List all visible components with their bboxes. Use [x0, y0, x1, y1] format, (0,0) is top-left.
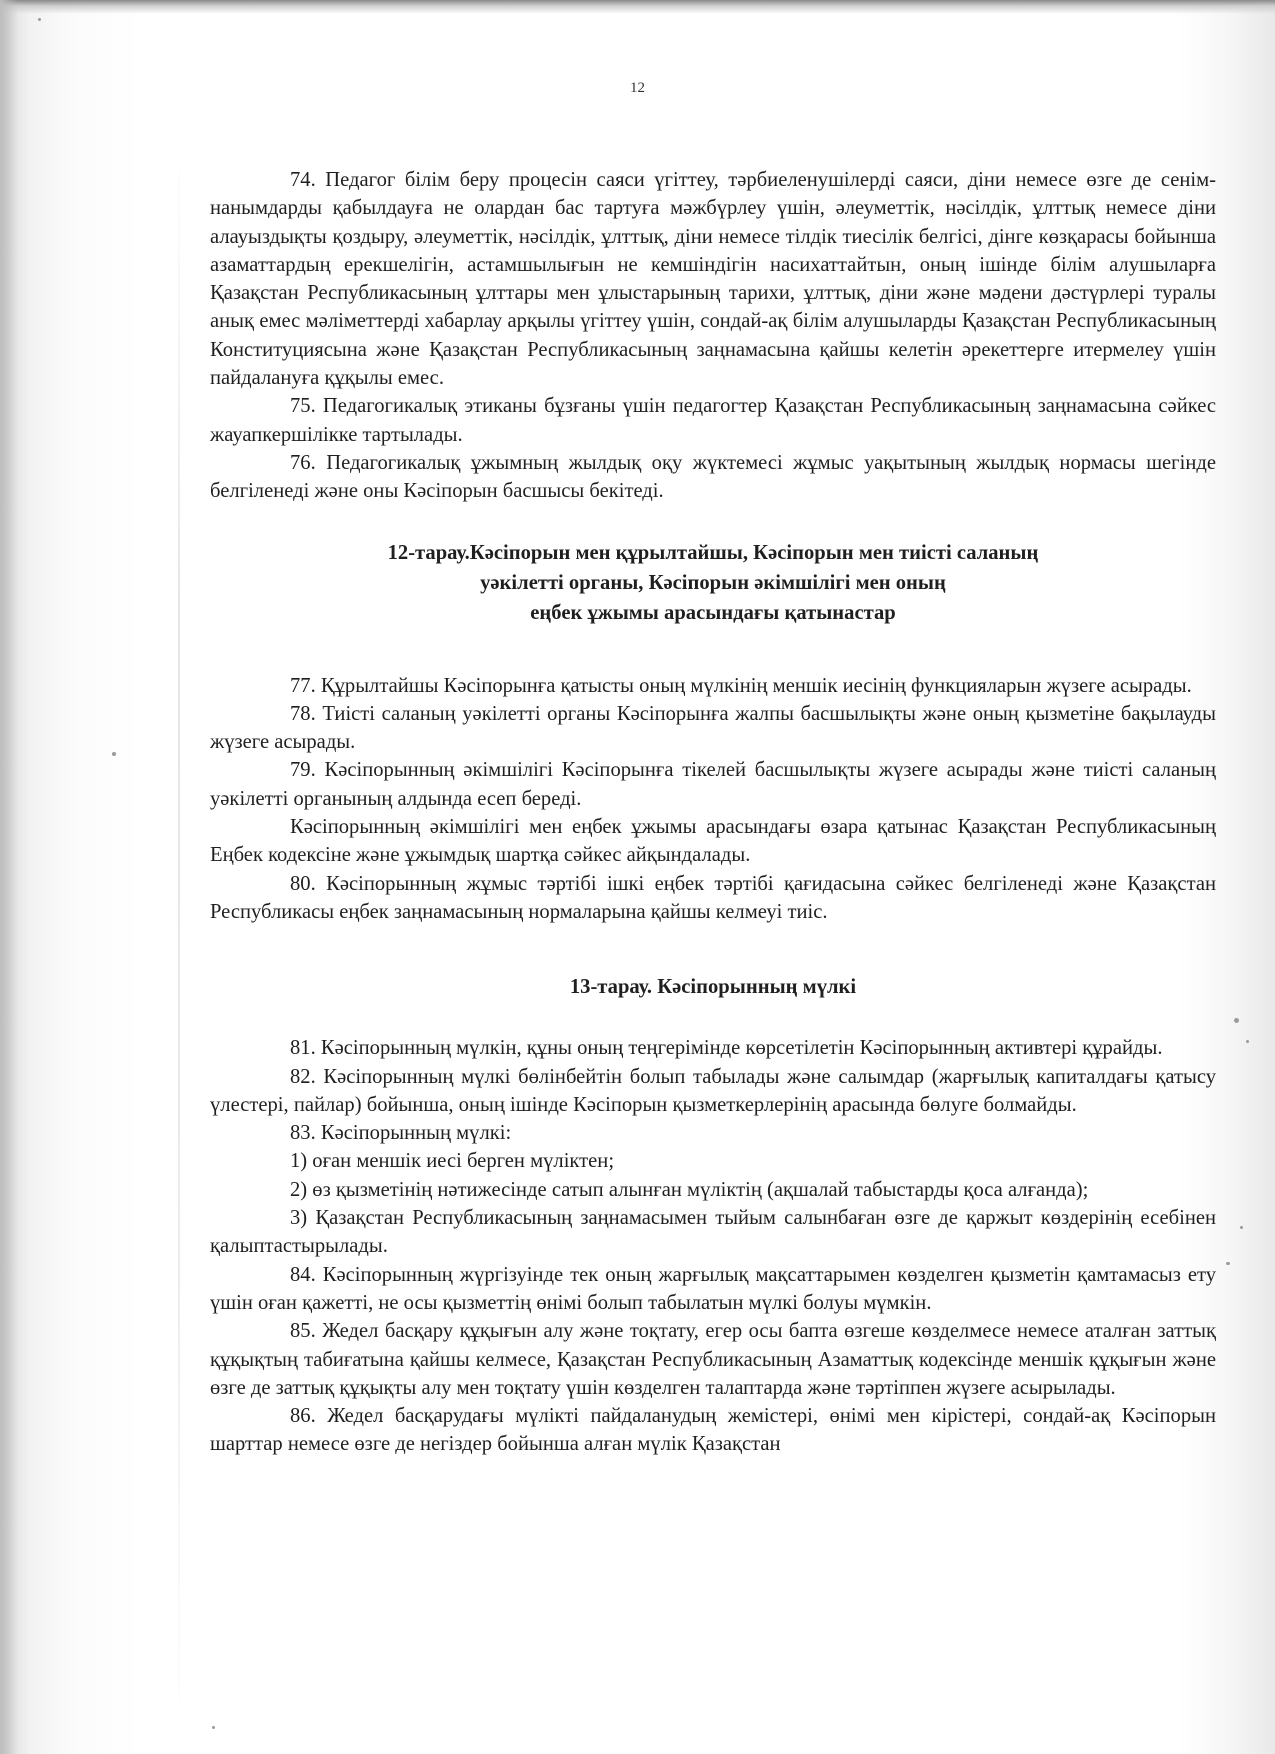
paragraph: 84. Кәсіпорынның жүргізуінде тек оның жарғылық мақсаттарымен көзделген қызметін қамтамасыз ету үшін оған қажетті, не осы қызметтің өнімі болып табылатын мүлкі болуы мүмкін.	[210, 1263, 1216, 1314]
paragraph: 2) өз қызметінің нәтижесінде сатып алынған мүліктің (ақшалай табыстарды қоса алғанда);	[290, 1178, 1089, 1201]
scan-speck	[1226, 1262, 1230, 1265]
paragraph: 74. Педагог білім беру процесін саяси үгіттеу, тәрбиеленушілерді саяси, діни немесе өзге де сенім-нанымдарды қабылдауға не олардан бас тартуға мәжбүрлеу үшін, әлеуметтік, нәсілдік, ұлттық немесе діни алауыздықты қоздыру, әлеуметтік, нәсілдік, ұлттық, діни немесе тілдік тиесілік белгісі, дінге көзқарасы бойынша азаматтардың ерекшелігін, астамшылығын не кемшіндігін насихаттайтын, оның ішінде білім алушыларға Қазақстан Республикасының ұлттары мен ұлыстарының тарихи, ұлттық, діни және мәдени дәстүрлері туралы анық емес мәліметтерді хабарлау арқылы үгіттеу үшін, сондай-ақ білім алушыларды Қазақстан Республикасының Конституциясына және Қазақстан Республикасының заңнамасына қайшы келетін әрекеттерге итермелеу үшін пайдалануға құқылы емес.	[210, 169, 1216, 390]
scan-speck	[1234, 1018, 1239, 1023]
scan-speck	[38, 18, 41, 21]
paragraph: 85. Жедел басқару құқығын алу және тоқтату, егер осы бапта өзгеше көзделмесе немесе аталған заттық құқықтың табиғатына қайшы келмесе, Қазақстан Республикасының Азаматтық кодексінде меншік құқығын және өзге де заттық құқықты алу мен тоқтату үшін көзделген талаптарда және тәртіппен жүзеге асырылады.	[210, 1320, 1216, 1399]
paragraph: 1) оған меншік иесі берген мүліктен;	[290, 1150, 615, 1173]
chapter-heading	[210, 538, 1216, 628]
scan-top-shadow	[0, 0, 1275, 14]
scan-speck	[112, 752, 116, 756]
chapter-heading-line: еңбек ұжымы арасындағы қатынастар	[530, 601, 896, 624]
paragraph: 75. Педагогикалық этиканы бұзғаны үшін педагогтер Қазақстан Республикасының заңнамасына сәйкес жауапкершілікке тартылады.	[210, 395, 1216, 446]
scan-speck	[1246, 1040, 1249, 1043]
paragraph: 3) Қазақстан Республикасының заңнамасымен тыйым салынбаған өзге де қаржыт көздерінің есебінен қалыптастырылады.	[210, 1207, 1216, 1258]
chapter-heading-line: уәкілетті органы, Кәсіпорын әкімшілігі мен оның	[480, 571, 946, 594]
page-number: 12	[630, 80, 645, 96]
paragraph: 82. Кәсіпорынның мүлкі бөлінбейтін болып табылады және салымдар (жарғылық капиталдағы қатысу үлестері, пайлар) бойынша, оның ішінде Кәсіпорын қызметкерлерінің арасында бөлуге болмайды.	[210, 1065, 1216, 1116]
paragraph: 78. Тиісті саланың уәкілетті органы Кәсіпорынға жалпы басшылықты және оның қызметіне бақылауды жүзеге асырады.	[210, 702, 1216, 754]
chapter-heading	[210, 972, 1216, 1002]
chapter-heading-line: 13-тарау. Кәсіпорынның мүлкі	[569, 976, 857, 999]
scan-left-edge	[0, 0, 18, 1754]
scan-speck	[1240, 1226, 1243, 1229]
paragraph: 76. Педагогикалық ұжымның жылдық оқу жүктемесі жұмыс уақытының жылдық нормасы шегінде белгіленеді және оны Кәсіпорын басшысы бекітеді.	[210, 451, 1216, 503]
chapter-heading-line: 12-тарау.Кәсіпорын мен құрылтайшы, Кәсіпорын мен тиісті саланың	[387, 541, 1039, 564]
paragraph: 79. Кәсіпорынның әкімшілігі Кәсіпорынға тікелей басшылықты жүзеге асырады және тиісті саланың уәкілетті органының алдында есеп береді.	[210, 759, 1216, 810]
paragraph: 86. Жедел басқарудағы мүлікті пайдаланудың жемістері, өнімі мен кірістері, сондай-ақ Кәсіпорын шарттар немесе өзге де негіздер бойынша алған мүлік Қазақстан	[210, 1405, 1216, 1456]
paragraph: 83. Кәсіпорынның мүлкі:	[290, 1122, 512, 1145]
paragraph: 80. Кәсіпорынның жұмыс тәртібі ішкі еңбек тәртібі қағидасына сәйкес белгіленеді және Қазақстан Республикасы еңбек заңнамасының нормаларына қайшы келмеуі тиіс.	[210, 872, 1216, 923]
scan-binding-line	[178, 140, 180, 1740]
document-body	[210, 166, 1216, 1459]
paragraph: 81. Кәсіпорынның мүлкін, құны оның теңгерімінде көрсетілетін Кәсіпорынның активтері құрайды.	[290, 1037, 1163, 1060]
paragraph: 77. Құрылтайшы Кәсіпорынға қатысты оның мүлкінің меншік иесінің функцияларын жүзеге асырады.	[290, 674, 1192, 697]
scan-speck	[212, 1726, 215, 1729]
paragraph: Кәсіпорынның әкімшілігі мен еңбек ұжымы арасындағы өзара қатынас Қазақстан Республикасының Еңбек кодексіне және ұжымдық шартқа сәйкес айқындалады.	[210, 816, 1216, 867]
